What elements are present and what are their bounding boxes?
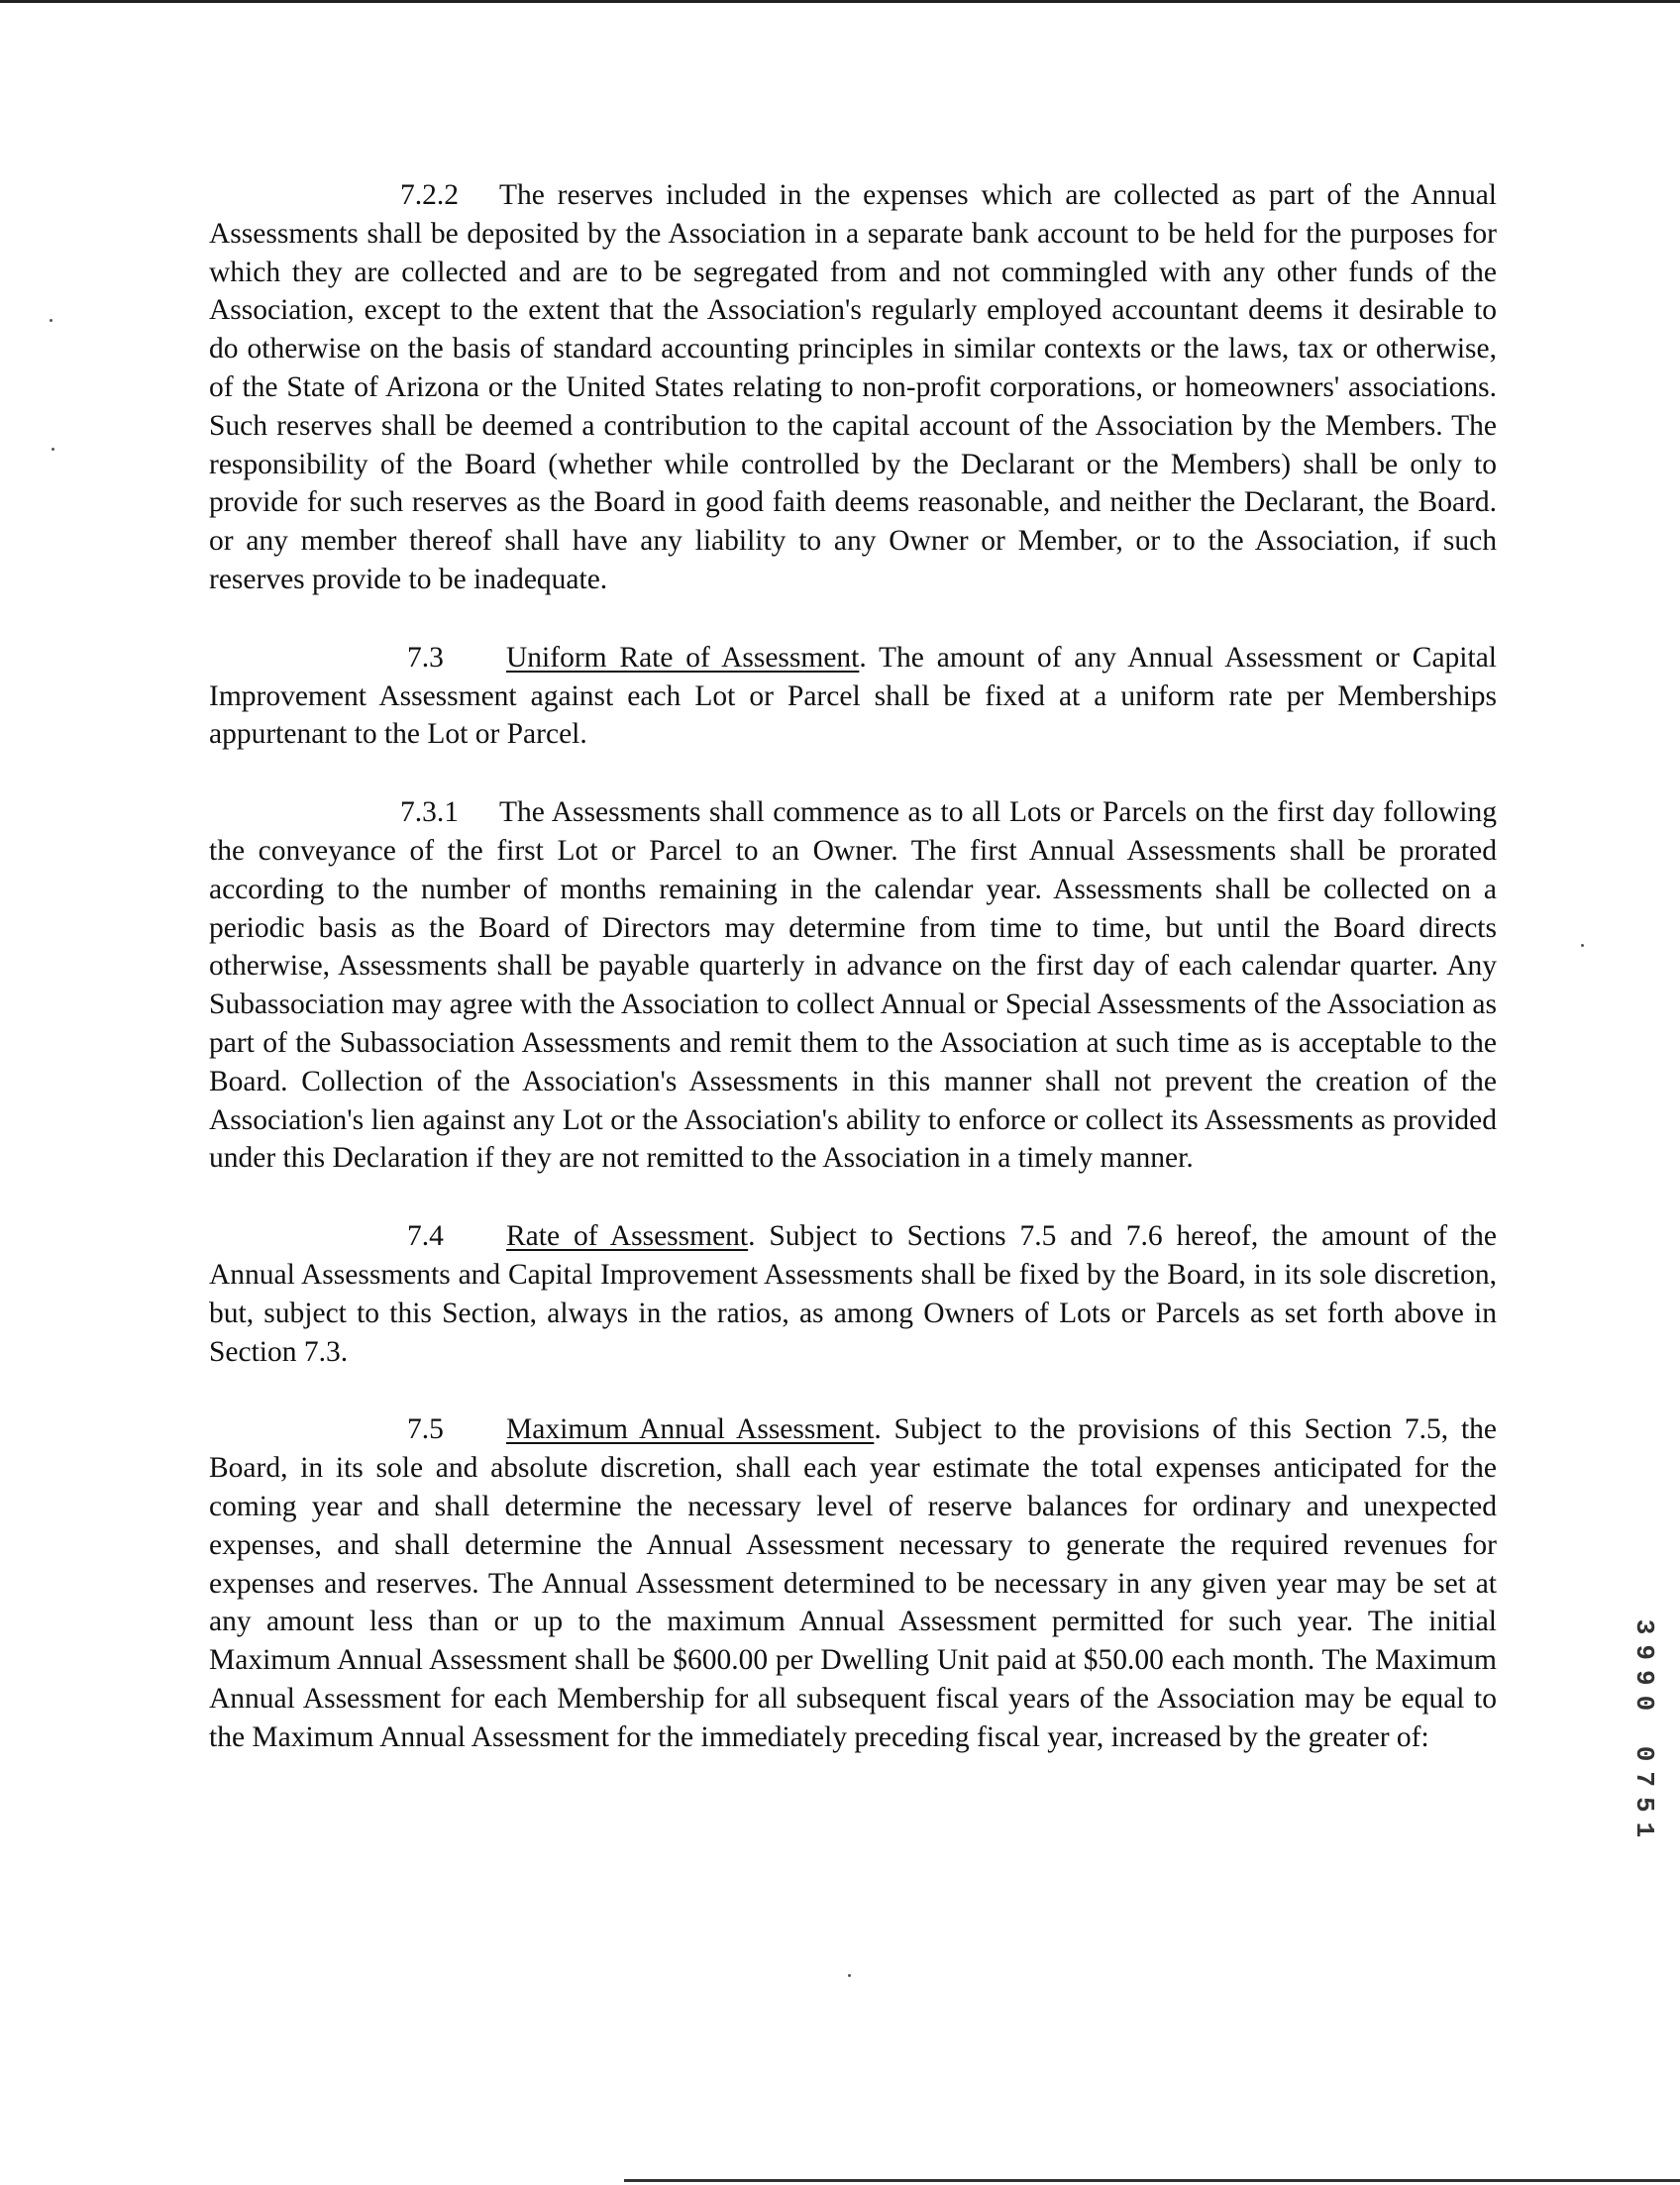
scan-speck bbox=[1581, 944, 1584, 947]
paragraph-text: . Subject to Sections 7.5 and 7.6 hereof, the amount of the Annual Assessments and Capital Improvement Assessments shall be fixed by the Board, in its sole discretion, but, subject to this Section, always in the ratios, as among Owners of Lots or Parcels as set forth above in Section 7.3. bbox=[209, 1220, 1498, 1368]
section-heading: Maximum Annual Assessment bbox=[506, 1413, 875, 1446]
recording-stamp-text: 3990 0751 bbox=[1629, 1618, 1659, 1848]
document-body bbox=[209, 176, 1497, 1756]
section-number: 7.4 bbox=[407, 1220, 444, 1253]
paragraph-text: . Subject to the provisions of this Section 7.5, the Board, in its sole and absolute discretion, shall each year estimate the total expenses anticipated for the coming year and shall determine the necessary level of reserve balances for ordinary and unexpected expenses, and shall determine the Annual Assessment necessary to generate the required revenues for expenses and reserves. The Annual Assessment determined to be necessary in any given year may be set at any amount less than or up to the maximum Annual Assessment permitted for such year. The initial Maximum Annual Assessment shall be $600.00 per Dwelling Unit paid at $50.00 each month. The Maximum Annual Assessment for each Membership for all subsequent fiscal years of the Association may be equal to the Maximum Annual Assessment for the immediately preceding fiscal year, increased by the greater of: bbox=[209, 1413, 1497, 1753]
section-heading: Rate of Assessment bbox=[506, 1220, 749, 1253]
paragraph-7-3-1 bbox=[209, 793, 1497, 1178]
scan-speck bbox=[50, 319, 52, 322]
paragraph-text: . The amount of any Annual Assessment or Capital Improvement Assessment against each Lot or Parcel shall be fixed at a uniform rate per Memberships appurtenant to the Lot or Parcel. bbox=[209, 641, 1497, 751]
paragraph-7-3 bbox=[209, 639, 1497, 754]
paragraph-7-5 bbox=[209, 1410, 1497, 1756]
section-number: 7.3 bbox=[407, 641, 444, 674]
scan-speck bbox=[52, 448, 54, 451]
section-number: 7.2.2 bbox=[400, 179, 459, 211]
section-number: 7.5 bbox=[407, 1413, 444, 1446]
recording-stamp bbox=[1625, 1565, 1664, 1902]
section-heading: Uniform Rate of Assessment bbox=[506, 641, 860, 674]
paragraph-7-2-2 bbox=[209, 176, 1497, 599]
top-edge-rule bbox=[0, 0, 1680, 3]
bottom-edge-rule bbox=[624, 2179, 1680, 2182]
scan-speck bbox=[848, 1974, 851, 1977]
paragraph-7-4 bbox=[209, 1217, 1497, 1371]
paragraph-text: The reserves included in the expenses which are collected as part of the Annual Assessments shall be deposited by the Association in a separate bank account to be held for the purposes for which they are collected and are to be segregated from and not commingled with any other funds of the Association, except to the extent that the Association's regularly employed accountant deems it desirable to do otherwise on the basis of standard accounting principles in similar contexts or the laws, tax or otherwise, of the State of Arizona or the United States relating to non-profit corporations, or homeowners' associations. Such reserves shall be deemed a contribution to the capital account of the Association by the Members. The responsibility of the Board (whether while controlled by the Declarant or the Members) shall be only to provide for such reserves as the Board in good faith deems reasonable, and neither the Declarant, the Board. or any member thereof shall have any liability to any Owner or Member, or to the Association, if such reserves provide to be inadequate. bbox=[209, 179, 1497, 595]
paragraph-text: The Assessments shall commence as to all Lots or Parcels on the first day following the conveyance of the first Lot or Parcel to an Owner. The first Annual Assessments shall be prorated according to the number of months remaining in the calendar year. Assessments shall be collected on a periodic basis as the Board of Directors may determine from time to time, but until the Board directs otherwise, Assessments shall be payable quarterly in advance on the first day of each calendar quarter. Any Subassociation may agree with the Association to collect Annual or Special Assessments of the Association as part of the Subassociation Assessments and remit them to the Association at such time as is acceptable to the Board. Collection of the Association's Assessments in this manner shall not prevent the creation of the Association's lien against any Lot or the Association's ability to enforce or collect its Assessments as provided under this Declaration if they are not remitted to the Association in a timely manner. bbox=[209, 796, 1497, 1175]
section-number: 7.3.1 bbox=[400, 796, 459, 829]
